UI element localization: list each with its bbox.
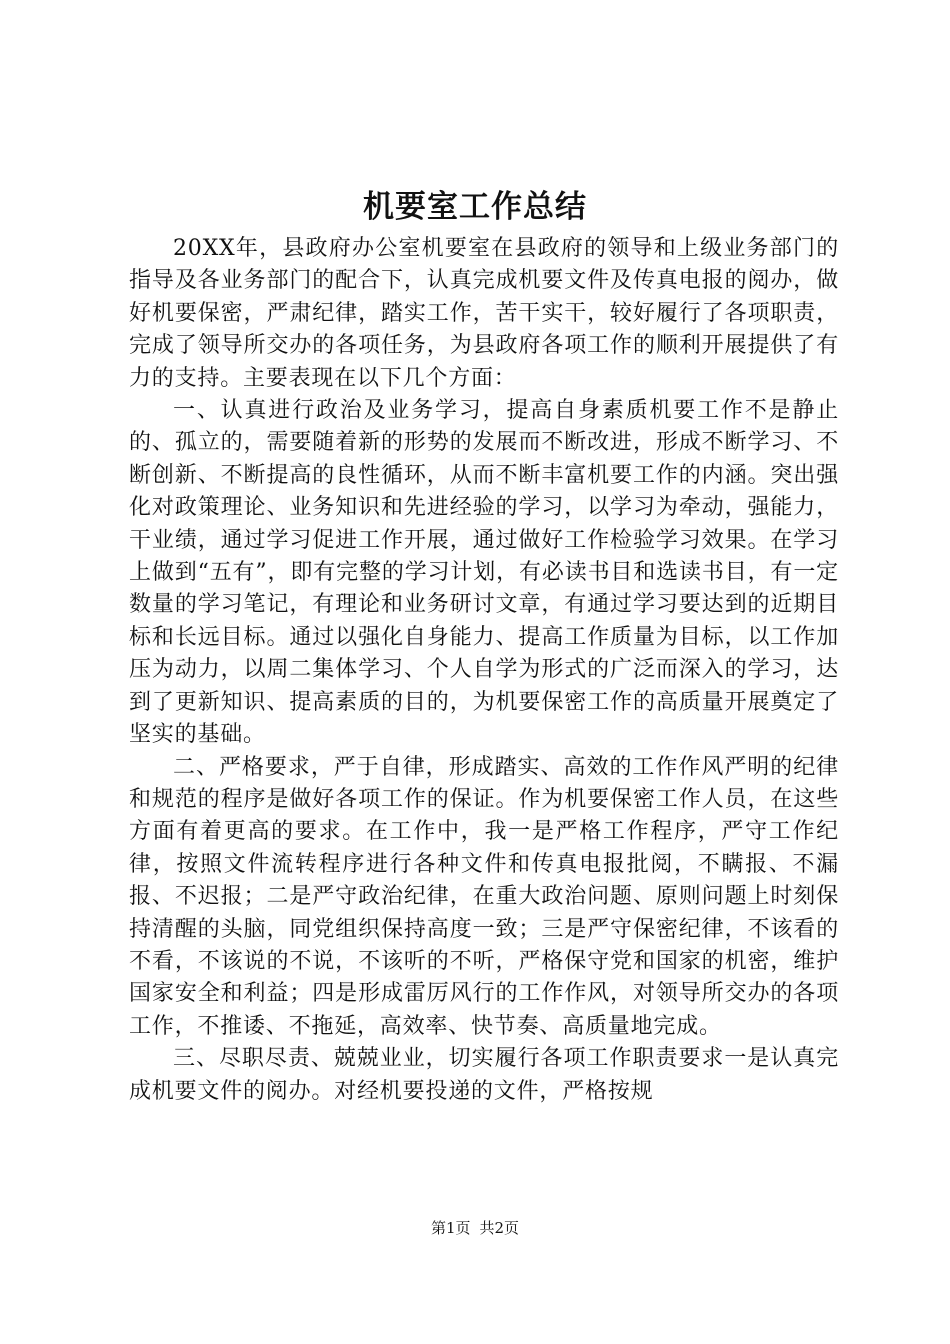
paragraph-section-2: 二、严格要求，严于自律，形成踏实、高效的工作作风严明的纪律和规范的程序是做好各项工作的保证。作为机要保密工作人员，在这些方面有着更高的要求。在工作中，我一是严格工作程序，严守工作纪律，按照文件流转程序进行各种文件和传真电报批阅，不瞒报、不漏报、不迟报；二是严守政治纪律，在重大政治问题、原则问题上时刻保持清醒的头脑，同党组织保持高度一致；三是严守保密纪律，不该看的不看，不该说的不说，不该听的不听，严格保守党和国家的机密，维护国家安全和利益；四是形成雷厉风行的工作作风，对领导所交办的各项工作，不推诿、不拖延，高效率、快节奏、高质量地完成。 — [129, 754, 839, 1039]
page-number: 第1页 — [430, 1219, 471, 1237]
document-title: 机要室工作总结 — [363, 189, 587, 225]
paragraph-intro: 20XX年，县政府办公室机要室在县政府的领导和上级业务部门的指导及各业务部门的配合下，认真完成机要文件及传真电报的阅办，做好机要保密，严肃纪律，踏实工作，苦干实干，较好履行了各项职责，完成了领导所交办的各项任务，为县政府各项工作的顺利开展提供了有力的支持。主要表现在以下几个方面： — [129, 236, 839, 391]
paragraph-section-1: 一、认真进行政治及业务学习，提高自身素质机要工作不是静止的、孤立的，需要随着新的形势的发展而不断改进，形成不断学习、不断创新、不断提高的良性循环，从而不断丰富机要工作的内涵。突出强化对政策理论、业务知识和先进经验的学习，以学习为牵动，强能力，干业绩，通过学习促进工作开展，通过做好工作检验学习效果。在学习上做到“五有”，即有完整的学习计划，有必读书目和选读书目，有一定数量的学习笔记，有理论和业务研讨文章，有通过学习要达到的近期目标和长远目标。通过以强化自身能力、提高工作质量为目标，以工作加压为动力，以周二集体学习、个人自学为形式的广泛而深入的学习，达到了更新知识、提高素质的目的，为机要保密工作的高质量开展奠定了坚实的基础。 — [129, 398, 839, 748]
page-footer — [0, 1218, 950, 1238]
document-body — [129, 233, 839, 1108]
page-total: 共2页 — [479, 1219, 520, 1237]
paragraph-section-3: 三、尽职尽责、兢兢业业，切实履行各项工作职责要求一是认真完成机要文件的阅办。对经机要投递的文件，严格按规 — [129, 1046, 839, 1104]
